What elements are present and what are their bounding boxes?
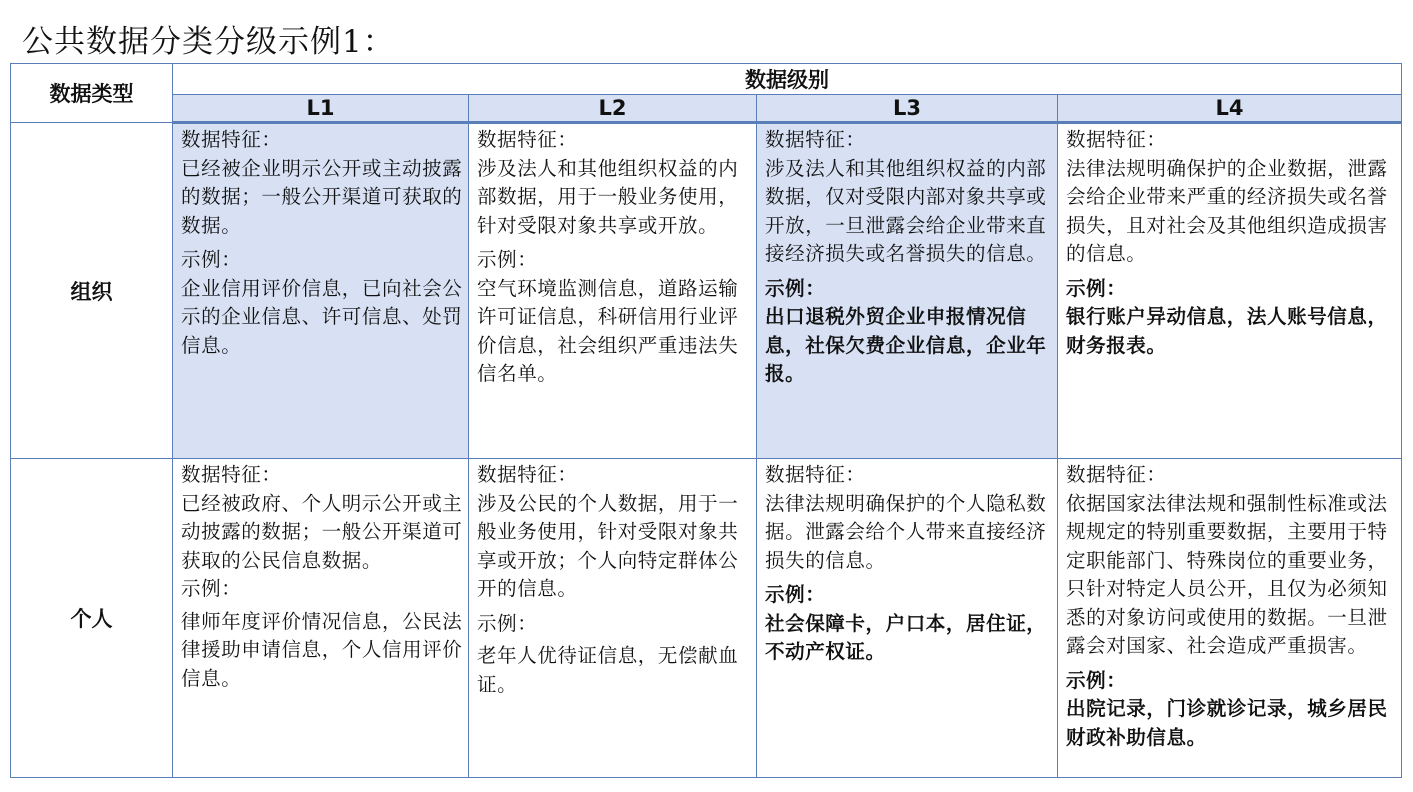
feature-label: 数据特征： <box>765 128 866 151</box>
example-label: 示例： <box>477 611 538 635</box>
feature-text: 涉及法人和其他组织权益的内部数据，用于一般业务使用，针对受限对象共享或开放。 <box>477 156 739 237</box>
feature-label: 数据特征： <box>1066 463 1167 486</box>
example-text: 老年人优待证信息，无偿献血证。 <box>477 644 739 696</box>
header-row-level <box>11 64 1402 95</box>
feature-label: 数据特征： <box>1066 128 1167 151</box>
example-text: 出口退税外贸企业申报情况信息，社保欠费企业信息，企业年报。 <box>765 305 1047 385</box>
example-label: 示例： <box>765 276 826 300</box>
example-label: 示例： <box>1066 668 1127 692</box>
header-level-l2: L2 <box>469 95 757 123</box>
cell-per-l1 <box>173 459 469 778</box>
cell-per-l4 <box>1058 459 1402 778</box>
row-type-organization: 组织 <box>11 123 173 459</box>
example-text: 空气环境监测信息，道路运输许可证信息，科研信用行业评价信息，社会组织严重违法失信名单。 <box>477 276 739 385</box>
example-label: 示例： <box>1066 276 1127 300</box>
cell-org-l1 <box>173 123 469 459</box>
example-text: 律师年度评价情况信息，公民法律援助申请信息，个人信用评价信息。 <box>181 609 463 690</box>
feature-text: 已经被政府、个人明示公开或主动披露的数据；一般公开渠道可获取的公民信息数据。 <box>181 491 463 572</box>
header-data-level: 数据级别 <box>173 64 1402 95</box>
example-text: 社会保障卡，户口本，居住证，不动产权证。 <box>765 611 1047 663</box>
example-label: 示例： <box>181 577 242 600</box>
table-row-organization <box>11 123 1402 459</box>
example-label: 示例： <box>181 248 242 271</box>
feature-text: 已经被企业明示公开或主动披露的数据；一般公开渠道可获取的数据。 <box>181 156 463 237</box>
feature-label: 数据特征： <box>181 463 282 486</box>
cell-per-l2 <box>469 459 757 778</box>
feature-text: 依据国家法律法规和强制性标准或法规规定的特别重要数据，主要用于特定职能部门、特殊岗位的重要业务，只针对特定人员公开，且仅为必须知悉的对象访问或使用的数据。一旦泄露会对国家、社会造成严重损害。 <box>1066 491 1388 657</box>
row-type-individual: 个人 <box>11 459 173 778</box>
example-text: 企业信用评价信息，已向社会公示的企业信息、许可信息、处罚信息。 <box>181 276 463 357</box>
example-label: 示例： <box>765 583 826 606</box>
header-level-l3: L3 <box>757 95 1058 123</box>
feature-label: 数据特征： <box>181 128 282 151</box>
cell-per-l3 <box>757 459 1058 778</box>
classification-table <box>10 63 1402 778</box>
header-level-l1: L1 <box>173 95 469 123</box>
feature-text: 涉及公民的个人数据，用于一般业务使用，针对受限对象共享或开放；个人向特定群体公开的信息。 <box>477 491 739 600</box>
example-text: 银行账户异动信息，法人账号信息，财务报表。 <box>1066 305 1388 357</box>
cell-org-l3 <box>757 123 1058 459</box>
header-level-l4: L4 <box>1058 95 1402 123</box>
page-title: 公共数据分类分级示例1： <box>22 24 395 60</box>
feature-text: 法律法规明确保护的个人隐私数据。泄露会给个人带来直接经济损失的信息。 <box>765 491 1047 572</box>
feature-label: 数据特征： <box>765 463 866 486</box>
feature-text: 涉及法人和其他组织权益的内部数据，仅对受限内部对象共享或开放，一旦泄露会给企业带来直接经济损失或名誉损失的信息。 <box>765 156 1047 265</box>
header-row-levels <box>11 95 1402 123</box>
example-text: 出院记录，门诊就诊记录，城乡居民财政补助信息。 <box>1066 697 1388 749</box>
feature-label: 数据特征： <box>477 128 578 151</box>
cell-org-l4 <box>1058 123 1402 459</box>
cell-org-l2 <box>469 123 757 459</box>
feature-label: 数据特征： <box>477 463 578 486</box>
example-label: 示例： <box>477 248 538 271</box>
header-data-type: 数据类型 <box>11 64 173 123</box>
feature-text: 法律法规明确保护的企业数据，泄露会给企业带来严重的经济损失或名誉损失，且对社会及其他组织造成损害的信息。 <box>1066 156 1388 265</box>
table-row-individual <box>11 459 1402 778</box>
